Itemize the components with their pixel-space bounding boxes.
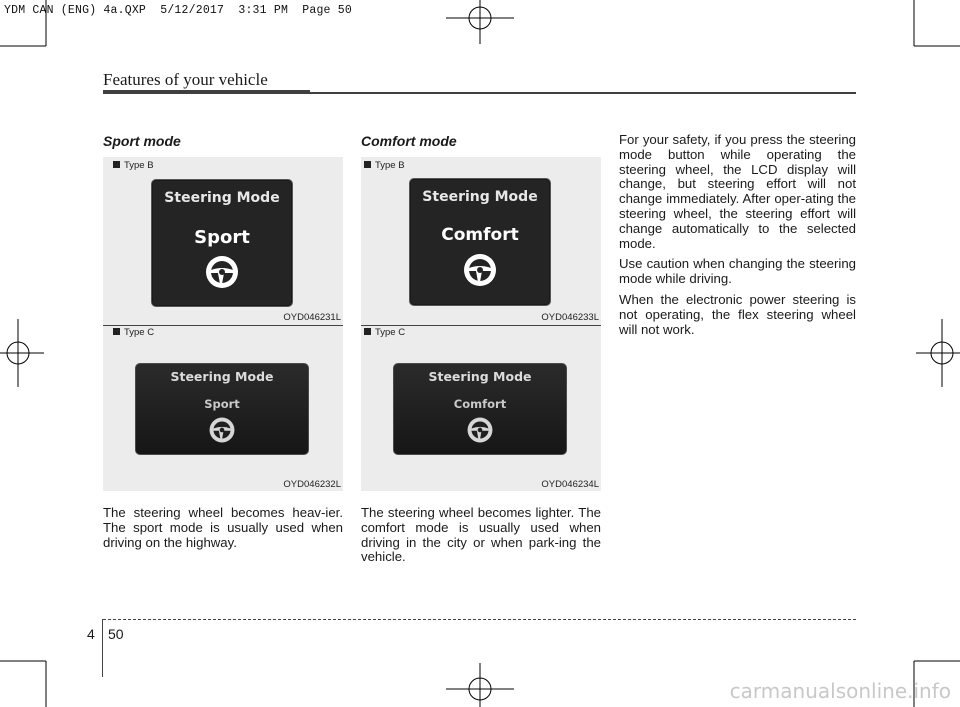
registration-mark-top — [446, 0, 514, 44]
steering-wheel-icon — [204, 254, 240, 290]
paragraph: For your safety, if you press the steering mode button while operating the steering wheel, the LCD display will change, but steering effort will not change immediately. After oper-ating the steering wheel, the steering effort will change automatically to the selected mode. — [619, 132, 856, 251]
steering-wheel-icon — [462, 252, 498, 288]
paragraph: When the electronic power steering is not operating, the flex steering wheel will not work. — [619, 291, 856, 337]
type-b-label: Type B — [113, 160, 154, 171]
steering-wheel-icon — [466, 416, 494, 444]
safety-notes — [619, 133, 856, 343]
comfort-mode-heading: Comfort mode — [361, 133, 457, 149]
paragraph: The steering wheel becomes heav-ier. The sport mode is usually used when driving on the highway. — [103, 505, 343, 550]
sport-type-b-figure — [103, 157, 343, 325]
watermark: carmanualsonline.info — [729, 679, 951, 703]
lcd-mode: Comfort — [453, 397, 507, 411]
registration-mark-right — [916, 319, 960, 387]
footer-divider — [102, 619, 103, 677]
paragraph: The steering wheel becomes lighter. The comfort mode is usually used when driving in the city or when park-ing the vehicle. — [361, 505, 601, 565]
header-rule — [310, 92, 856, 94]
paragraph: Use caution when changing the steering mode while driving. — [619, 256, 856, 287]
page-number: 50 — [108, 626, 124, 642]
header-bar — [103, 90, 310, 94]
footer-rule — [103, 619, 856, 620]
lcd-mode: Sport — [194, 227, 250, 248]
lcd-mode: Sport — [204, 397, 240, 411]
comfort-type-c-lcd — [393, 363, 567, 455]
type-b-label: Type B — [364, 160, 405, 171]
type-c-label: Type C — [364, 327, 405, 338]
page-header-title: Features of your vehicle — [103, 70, 268, 89]
lcd-title: Steering Mode — [422, 189, 538, 205]
type-c-label: Type C — [113, 327, 154, 338]
chapter-number: 4 — [87, 626, 95, 642]
sport-mode-description — [103, 506, 343, 556]
sport-type-c-lcd — [135, 363, 309, 455]
comfort-type-b-figure — [361, 157, 601, 325]
registration-mark-bottom — [446, 663, 514, 707]
lcd-title: Steering Mode — [164, 190, 280, 206]
sport-mode-heading: Sport mode — [103, 133, 181, 149]
figure-code: OYD046233L — [541, 312, 599, 323]
figure-code: OYD046234L — [541, 479, 599, 490]
sport-type-b-lcd — [151, 179, 293, 307]
figure-code: OYD046231L — [283, 312, 341, 323]
comfort-mode-description — [361, 506, 601, 571]
registration-mark-left — [0, 319, 44, 387]
steering-wheel-icon — [208, 416, 236, 444]
comfort-type-b-lcd — [409, 178, 551, 306]
lcd-title: Steering Mode — [170, 369, 274, 384]
print-slug: YDM CAN (ENG) 4a.QXP 5/12/2017 3:31 PM Page 50 — [4, 4, 352, 17]
comfort-type-c-figure — [361, 326, 601, 491]
figure-code: OYD046232L — [283, 479, 341, 490]
lcd-mode: Comfort — [441, 225, 519, 245]
lcd-title: Steering Mode — [428, 369, 532, 384]
sport-type-c-figure — [103, 326, 343, 491]
